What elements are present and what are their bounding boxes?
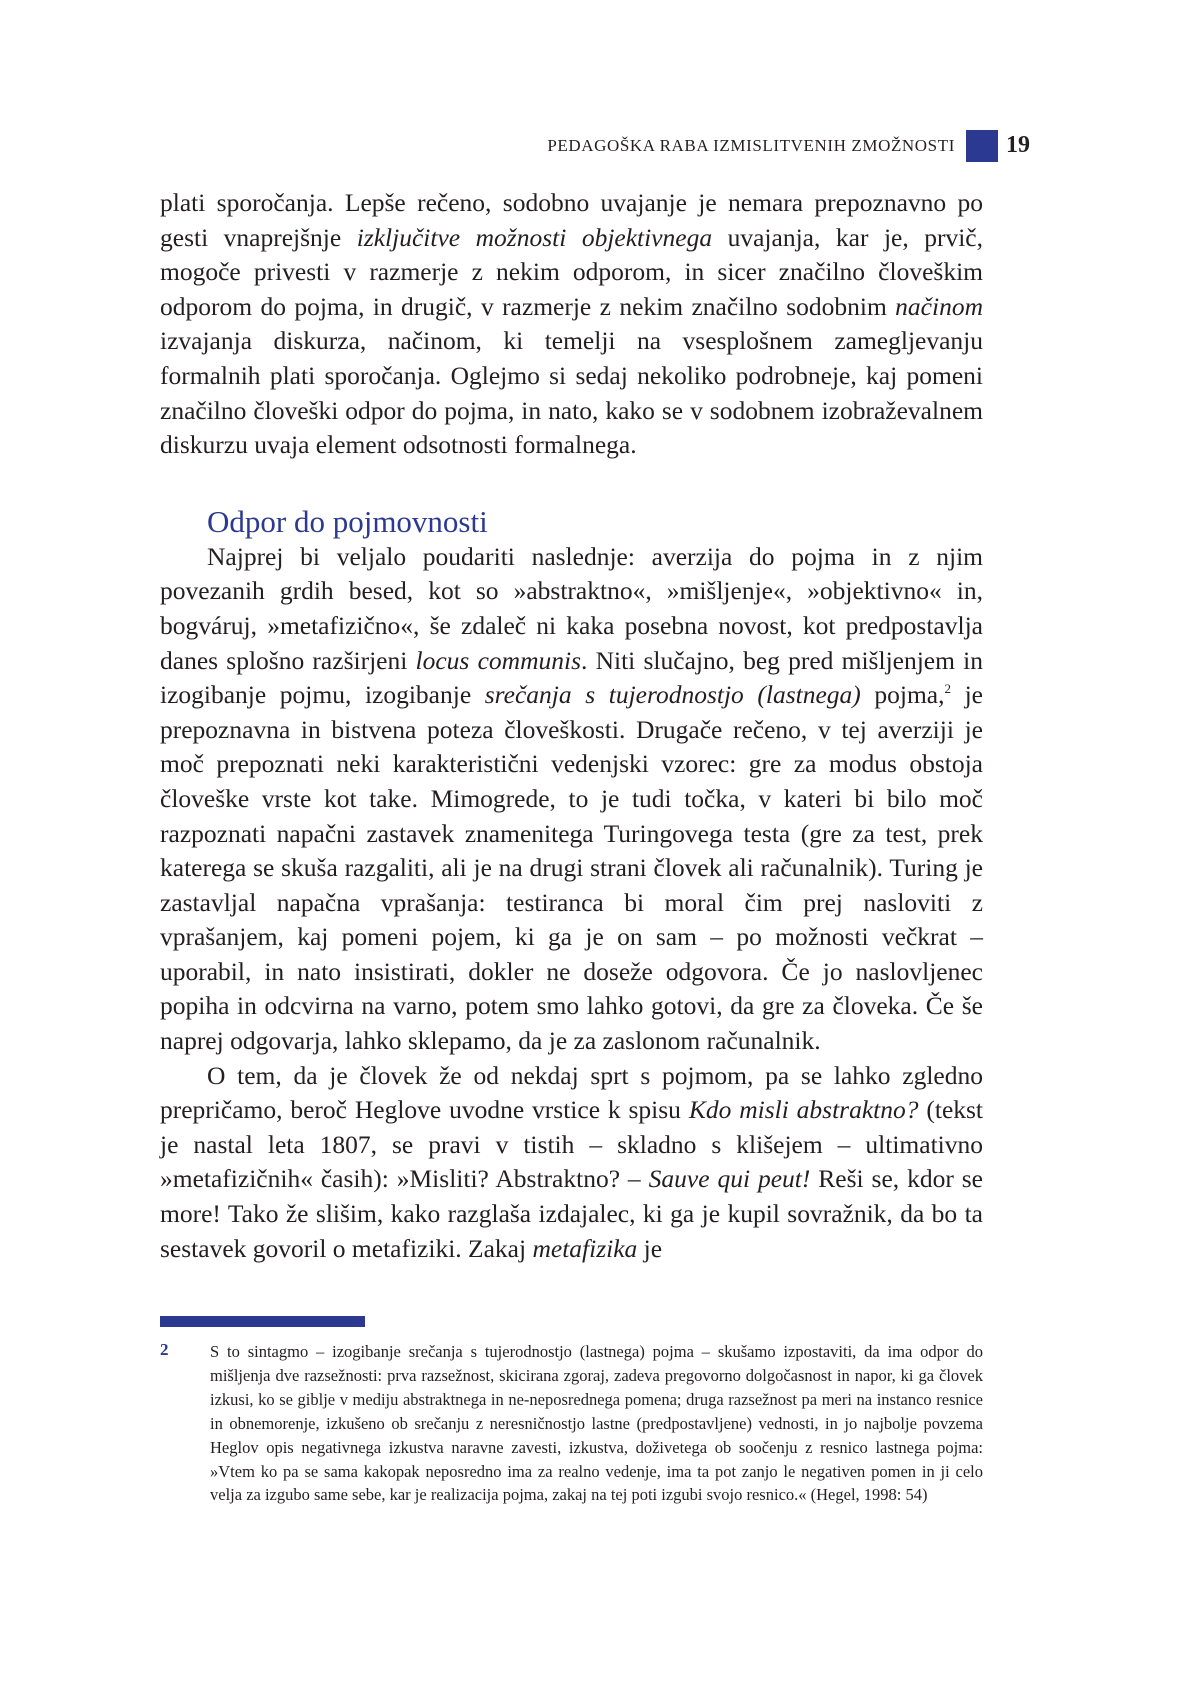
text-run: plati sporočanja. Lepše rečeno, sodobno uvajanje je nemara prepoznavno po gesti vnaprejšnje (160, 188, 983, 252)
italic-phrase: Kdo misli abstraktno? (688, 1095, 919, 1125)
text-run: O tem, da je človek že od nekdaj sprt s pojmom, pa se lahko zgledno prepričamo, beroč Heglove uvodne vrstice k spisu (160, 1060, 983, 1125)
running-header (160, 130, 1030, 164)
running-title: PEDAGOŠKA RABA IZMISLITVENIH ZMOŽNOSTI (547, 136, 955, 155)
text-run: uvajanja, kar je, prvič, mogoče privesti v razmerje z nekim odporom, in sicer značilno človeškim odporom do pojma, in drugič, v razmerje z nekim značilno sodobnim (160, 222, 984, 321)
paragraph-2 (160, 540, 983, 1059)
text-run: (tekst je nastal leta 1807, se pravi v tistih – skladno s klišejem – ultimativno »metafizičnih« časih): »Misliti? Abstraktno? – (160, 1095, 984, 1194)
section-heading: Odpor do pojmovnosti (207, 503, 488, 539)
text-run: Reši se, kdor se more! Tako že slišim, kako razglaša izdajalec, ki ga je kupil sovražnik, da bo ta sestavek govoril o metafiziki. Zakaj (160, 1164, 984, 1263)
paragraph-3 (160, 1059, 983, 1267)
italic-phrase: metafizika (532, 1233, 638, 1263)
header-square-mark (966, 130, 998, 162)
footnote-reference: 2 (944, 681, 951, 697)
footnote-number: 2 (160, 1340, 169, 1359)
italic-phrase: načinom (895, 291, 983, 321)
italic-phrase: izključitve možnosti objektivnega (356, 222, 713, 252)
footnote-text: S to sintagmo – izogibanje srečanja s tujerodnostjo (lastnega) pojma – skušamo izpostaviti, da ima odpor do mišljenja dve razsežnosti: prva razsežnost, skicirana zgoraj, zadeva pregovorno dolgočasnost in napor, ki ga človek izkusi, ko se giblje v mediju abstraktnega in ne-neposrednega pomena; druga razsežnost pa meri na instanco resnice in obnemorenje, izkušeno ob srečanju z neresničnostjo lastne (predpostavljene) vednosti, in jo najbolje povzema Heglov opis negativnega izkustva naravne zavesti, izkustva, doživetega ob soočenju z resnico lastnega pojma: »Vtem ko pa se sama kakopak neposredno ima za realno vedenje, ima ta pot zanjo le negativen pomen in ji celo velja za izgubo same sebe, kar je realizacija pojma, zakaj na tej poti izgubi svojo resnico.« (Hegel, 1998: 54) (210, 1342, 983, 1505)
text-run: je (637, 1233, 663, 1263)
italic-phrase: srečanja s tujerodnostjo (lastnega) (484, 680, 861, 710)
footnote-rule (160, 1316, 365, 1327)
main-body (160, 186, 983, 1266)
footnote (160, 1340, 983, 1507)
text-run: Najprej bi veljalo poudariti naslednje: averzija do pojma in z njim povezanih grdih besed, kot so »abstraktno«, »mišljenje«, »objektivno« in, bogváruj, »metafizično«, še zdaleč ni kaka posebna novost, kot predpostavlja danes splošno razširjeni (160, 541, 983, 675)
text-run: pojma, (860, 680, 945, 710)
paragraph-1 (160, 186, 983, 463)
text-run: izvajanja diskurza, načinom, ki temelji na vsesplošnem zamegljevanju formalnih plati sporočanja. Oglejmo si sedaj nekoliko podrobneje, kaj pomeni značilno človeški odpor do pojma, in nato, kako se v sodobnem izobraževalnem diskurzu uvaja element odsotnosti formalnega. (160, 326, 983, 460)
italic-phrase: locus communis (415, 645, 581, 675)
text-run: je prepoznavna in bistvena poteza človeškosti. Drugače rečeno, v tej averziji je moč prepoznati neki karakteristični vedenjski vzorec: gre za modus obstoja človeške vrste kot take. Mimogrede, to je tudi točka, v kateri bi bilo moč razpoznati napačni zastavek znamenitega Turingovega testa (gre za test, prek katerega se skuša razgaliti, ali je na drugi strani človek ali računalnik). Turing je zastavljal napačna vprašanja: testiranca bi moral čim prej nasloviti z vprašanjem, kaj pomeni pojem, ki ga je on sam – po možnosti večkrat – uporabil, in nato insistirati, dokler ne doseže odgovora. Če jo naslovljenec popiha in odcvirna na varno, potem smo lahko gotovi, da gre za človeka. Če še naprej odgovarja, lahko sklepamo, da je za zaslonom računalnik. (160, 680, 983, 1056)
italic-phrase: Sauve qui peut! (648, 1164, 811, 1194)
text-run: . Niti slučajno, beg pred mišljenjem in izogibanje pojmu, izogibanje (160, 645, 984, 710)
page-number: 19 (1006, 132, 1030, 158)
